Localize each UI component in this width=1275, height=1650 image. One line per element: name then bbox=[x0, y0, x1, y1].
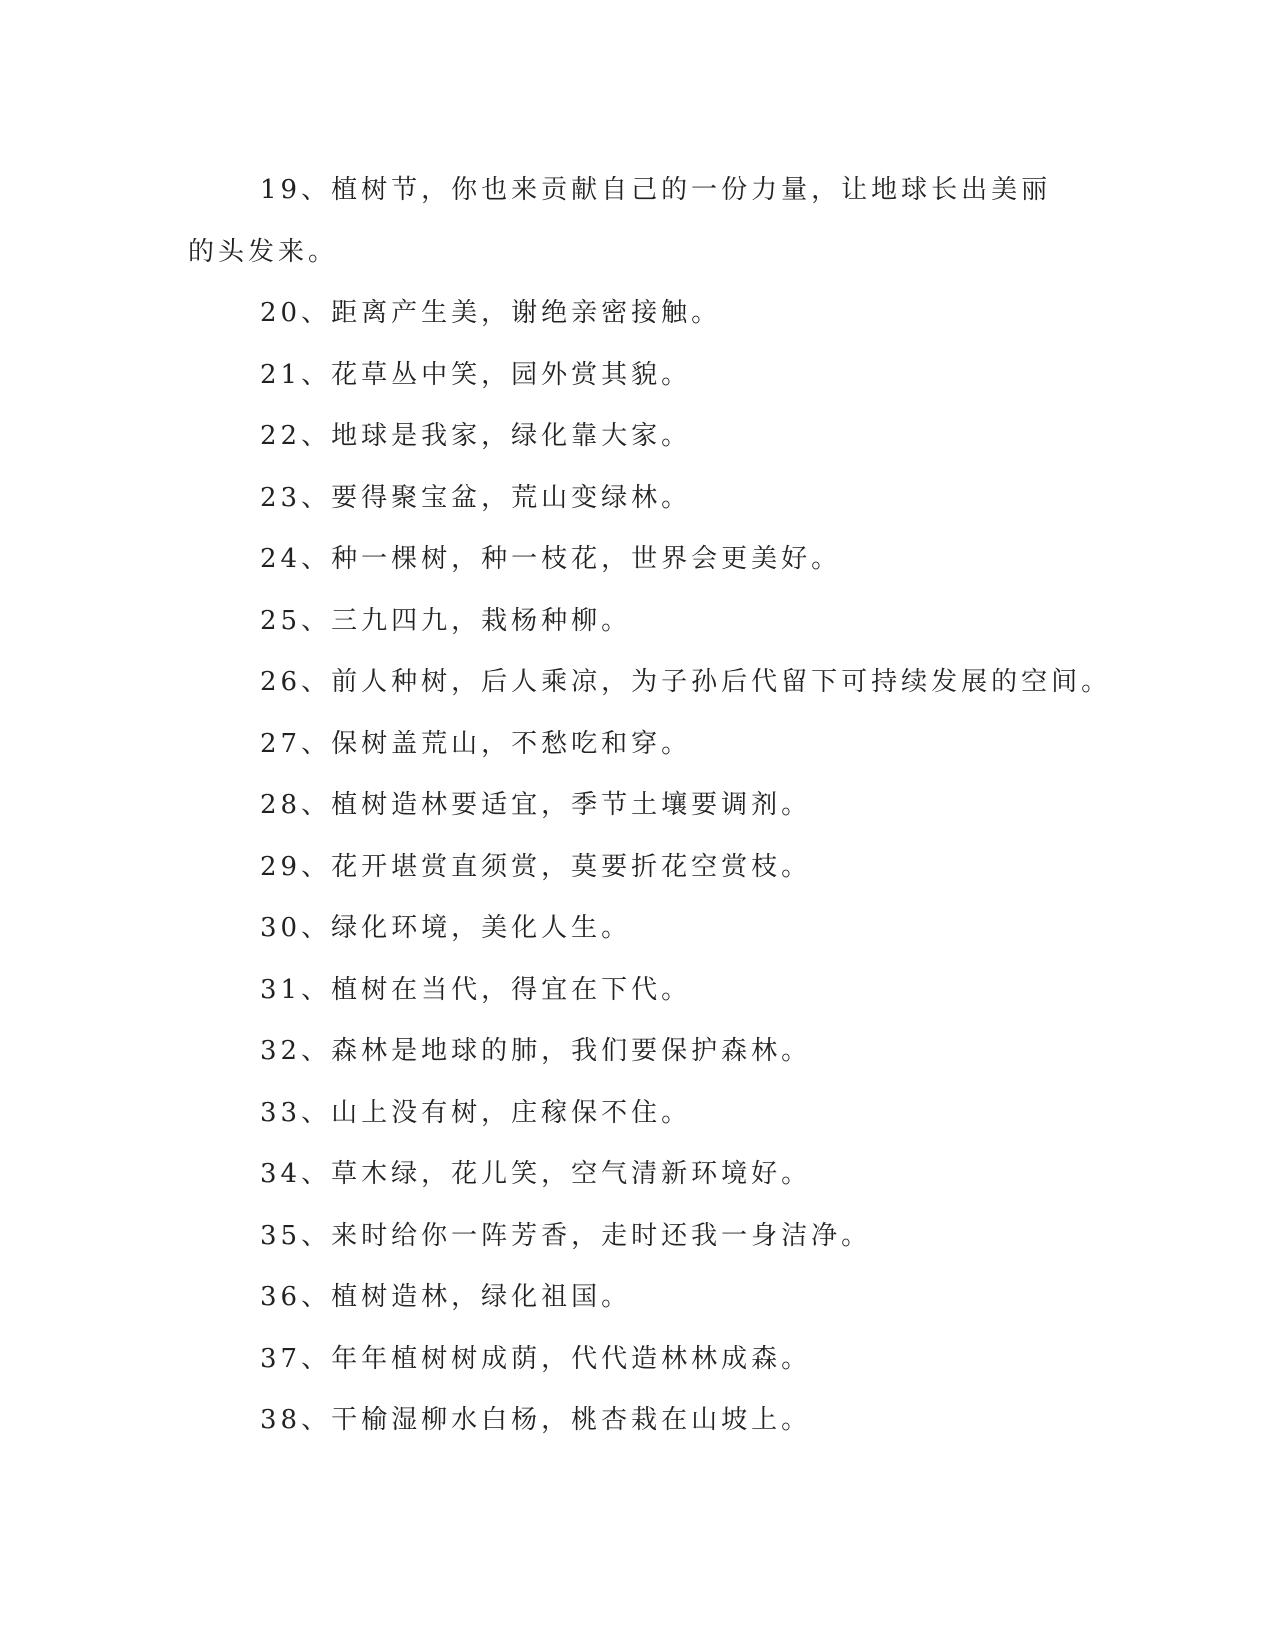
list-item: 20、距离产生美，谢绝亲密接触。 bbox=[260, 298, 722, 328]
list-item: 26、前人种树，后人乘凉，为子孙后代留下可持续发展的空间。 bbox=[260, 667, 1112, 697]
list-item: 38、干榆湿柳水白杨，桃杏栽在山坡上。 bbox=[260, 1405, 812, 1435]
list-item: 27、保树盖荒山，不愁吃和穿。 bbox=[260, 728, 692, 759]
list-item: 33、山上没有树，庄稼保不住。 bbox=[260, 1097, 692, 1128]
slogan-list bbox=[188, 160, 1112, 1452]
list-item: 19、植树节，你也来贡献自己的一份力量，让地球长出美丽的头发来。 bbox=[188, 175, 1052, 267]
list-item: 24、种一棵树，种一枝花，世界会更美好。 bbox=[260, 544, 842, 574]
list-item: 32、森林是地球的肺，我们要保护森林。 bbox=[260, 1036, 812, 1066]
list-item: 21、花草丛中笑，园外赏其貌。 bbox=[260, 359, 692, 390]
list-item: 34、草木绿，花儿笑，空气清新环境好。 bbox=[260, 1159, 812, 1189]
list-item: 37、年年植树树成荫，代代造林林成森。 bbox=[260, 1343, 812, 1374]
list-item: 28、植树造林要适宜，季节土壤要调剂。 bbox=[260, 790, 812, 820]
list-item: 30、绿化环境，美化人生。 bbox=[260, 913, 632, 943]
list-item: 29、花开堪赏直须赏，莫要折花空赏枝。 bbox=[260, 851, 812, 882]
list-item: 25、三九四九，栽杨种柳。 bbox=[260, 605, 632, 636]
list-item: 23、要得聚宝盆，荒山变绿林。 bbox=[260, 482, 692, 513]
list-item: 31、植树在当代，得宜在下代。 bbox=[260, 974, 692, 1005]
list-item: 22、地球是我家，绿化靠大家。 bbox=[260, 421, 692, 451]
list-item: 36、植树造林，绿化祖国。 bbox=[260, 1282, 632, 1312]
list-item: 35、来时给你一阵芳香，走时还我一身洁净。 bbox=[260, 1220, 872, 1251]
